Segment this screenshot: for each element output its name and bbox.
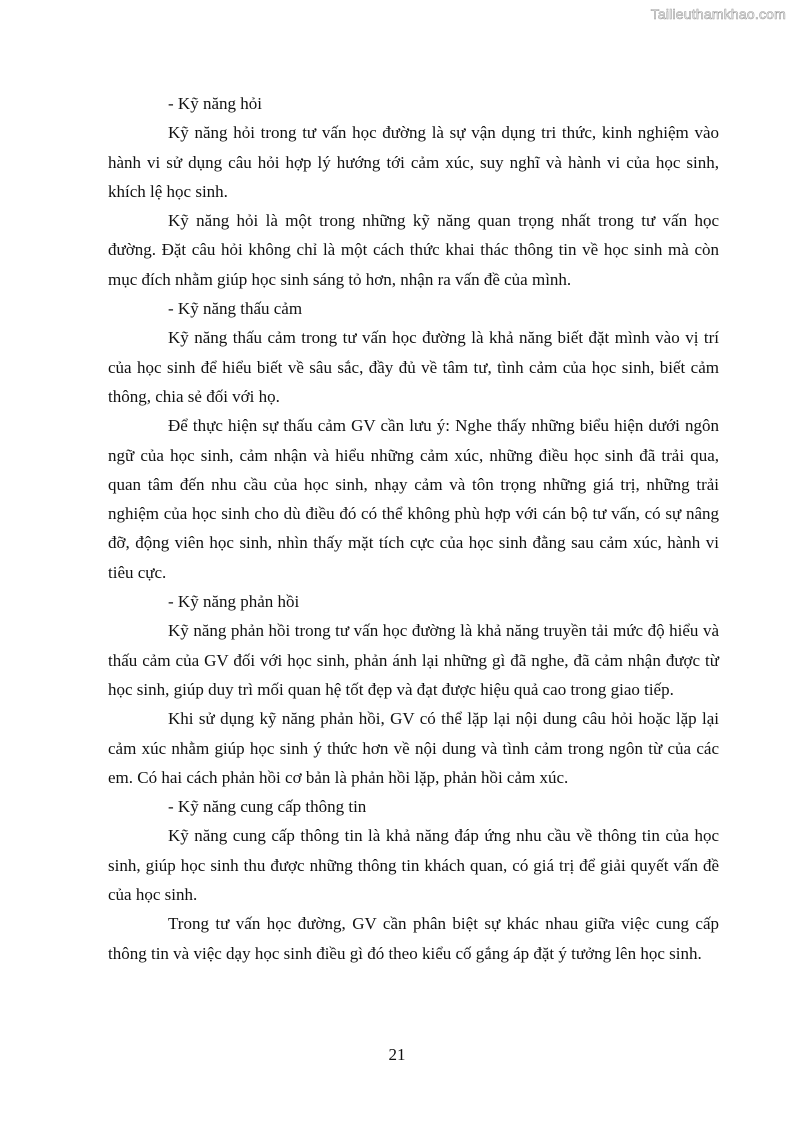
paragraph: Kỹ năng cung cấp thông tin là khả năng đáp ứng nhu cầu về thông tin của học sinh, giúp học sinh thu được những thông tin khách quan, có giá trị để giải quyết vấn đề của học sinh.: [108, 826, 719, 905]
heading-ky-nang-thau-cam: - Kỹ năng thấu cảm: [168, 299, 303, 319]
page-body: [108, 89, 719, 968]
paragraph: Trong tư vấn học đường, GV cần phân biệt sự khác nhau giữa việc cung cấp thông tin và việc dạy học sinh điều gì đó theo kiểu cố gắng áp đặt ý tưởng lên học sinh.: [108, 914, 719, 963]
heading-ky-nang-phan-hoi: - Kỹ năng phản hồi: [168, 592, 300, 612]
page-number: 21: [388, 1045, 406, 1064]
watermark: Tailieuthamkhao.com: [650, 6, 786, 22]
paragraph: Khi sử dụng kỹ năng phản hồi, GV có thể lặp lại nội dung câu hỏi hoặc lặp lại cảm xúc nhằm giúp học sinh ý thức hơn về nội dung và tình cảm trong ngôn từ của các em. Có hai cách phản hồi cơ bản là phản hồi lặp, phản hồi cảm xúc.: [108, 709, 719, 787]
paragraph: Kỹ năng phản hồi trong tư vấn học đường là khả năng truyền tải mức độ hiểu và thấu cảm của GV đối với học sinh, phản ánh lại những gì đã nghe, đã cảm nhận được từ học sinh, giúp duy trì mối quan hệ tốt đẹp và đạt được hiệu quả cao trong giao tiếp.: [108, 621, 719, 699]
paragraph: Để thực hiện sự thấu cảm GV cần lưu ý: Nghe thấy những biểu hiện dưới ngôn ngữ của học sinh, cảm nhận và hiểu những cảm xúc, những điều học sinh đã trải qua, quan tâm đến nhu cầu của học sinh, nhạy cảm và tôn trọng những giá trị, những trải nghiệm của học sinh cho dù điều đó có thể không phù hợp với cán bộ tư vấn, có sự nâng đỡ, động viên học sinh, nhìn thấy mặt tích cực của học sinh đằng sau cảm xúc, hành vi tiêu cực.: [108, 416, 719, 582]
heading-ky-nang-cung-cap-thong-tin: - Kỹ năng cung cấp thông tin: [168, 797, 367, 817]
heading-ky-nang-hoi: - Kỹ năng hỏi: [168, 94, 262, 113]
paragraph: Kỹ năng hỏi trong tư vấn học đường là sự vận dụng tri thức, kinh nghiệm vào hành vi sử dụng câu hỏi hợp lý hướng tới cảm xúc, suy nghĩ và hành vi của học sinh, khích lệ học sinh.: [108, 123, 719, 201]
paragraph: Kỹ năng hỏi là một trong những kỹ năng quan trọng nhất trong tư vấn học đường. Đặt câu hỏi không chỉ là một cách thức khai thác thông tin về học sinh mà còn mục đích nhằm giúp học sinh sáng tỏ hơn, nhận ra vấn đề của mình.: [108, 211, 719, 289]
paragraph: Kỹ năng thấu cảm trong tư vấn học đường là khả năng biết đặt mình vào vị trí của học sinh để hiểu biết về sâu sắc, đầy đủ về tâm tư, tình cảm của học sinh, biết cảm thông, chia sẻ đối với họ.: [108, 328, 719, 406]
